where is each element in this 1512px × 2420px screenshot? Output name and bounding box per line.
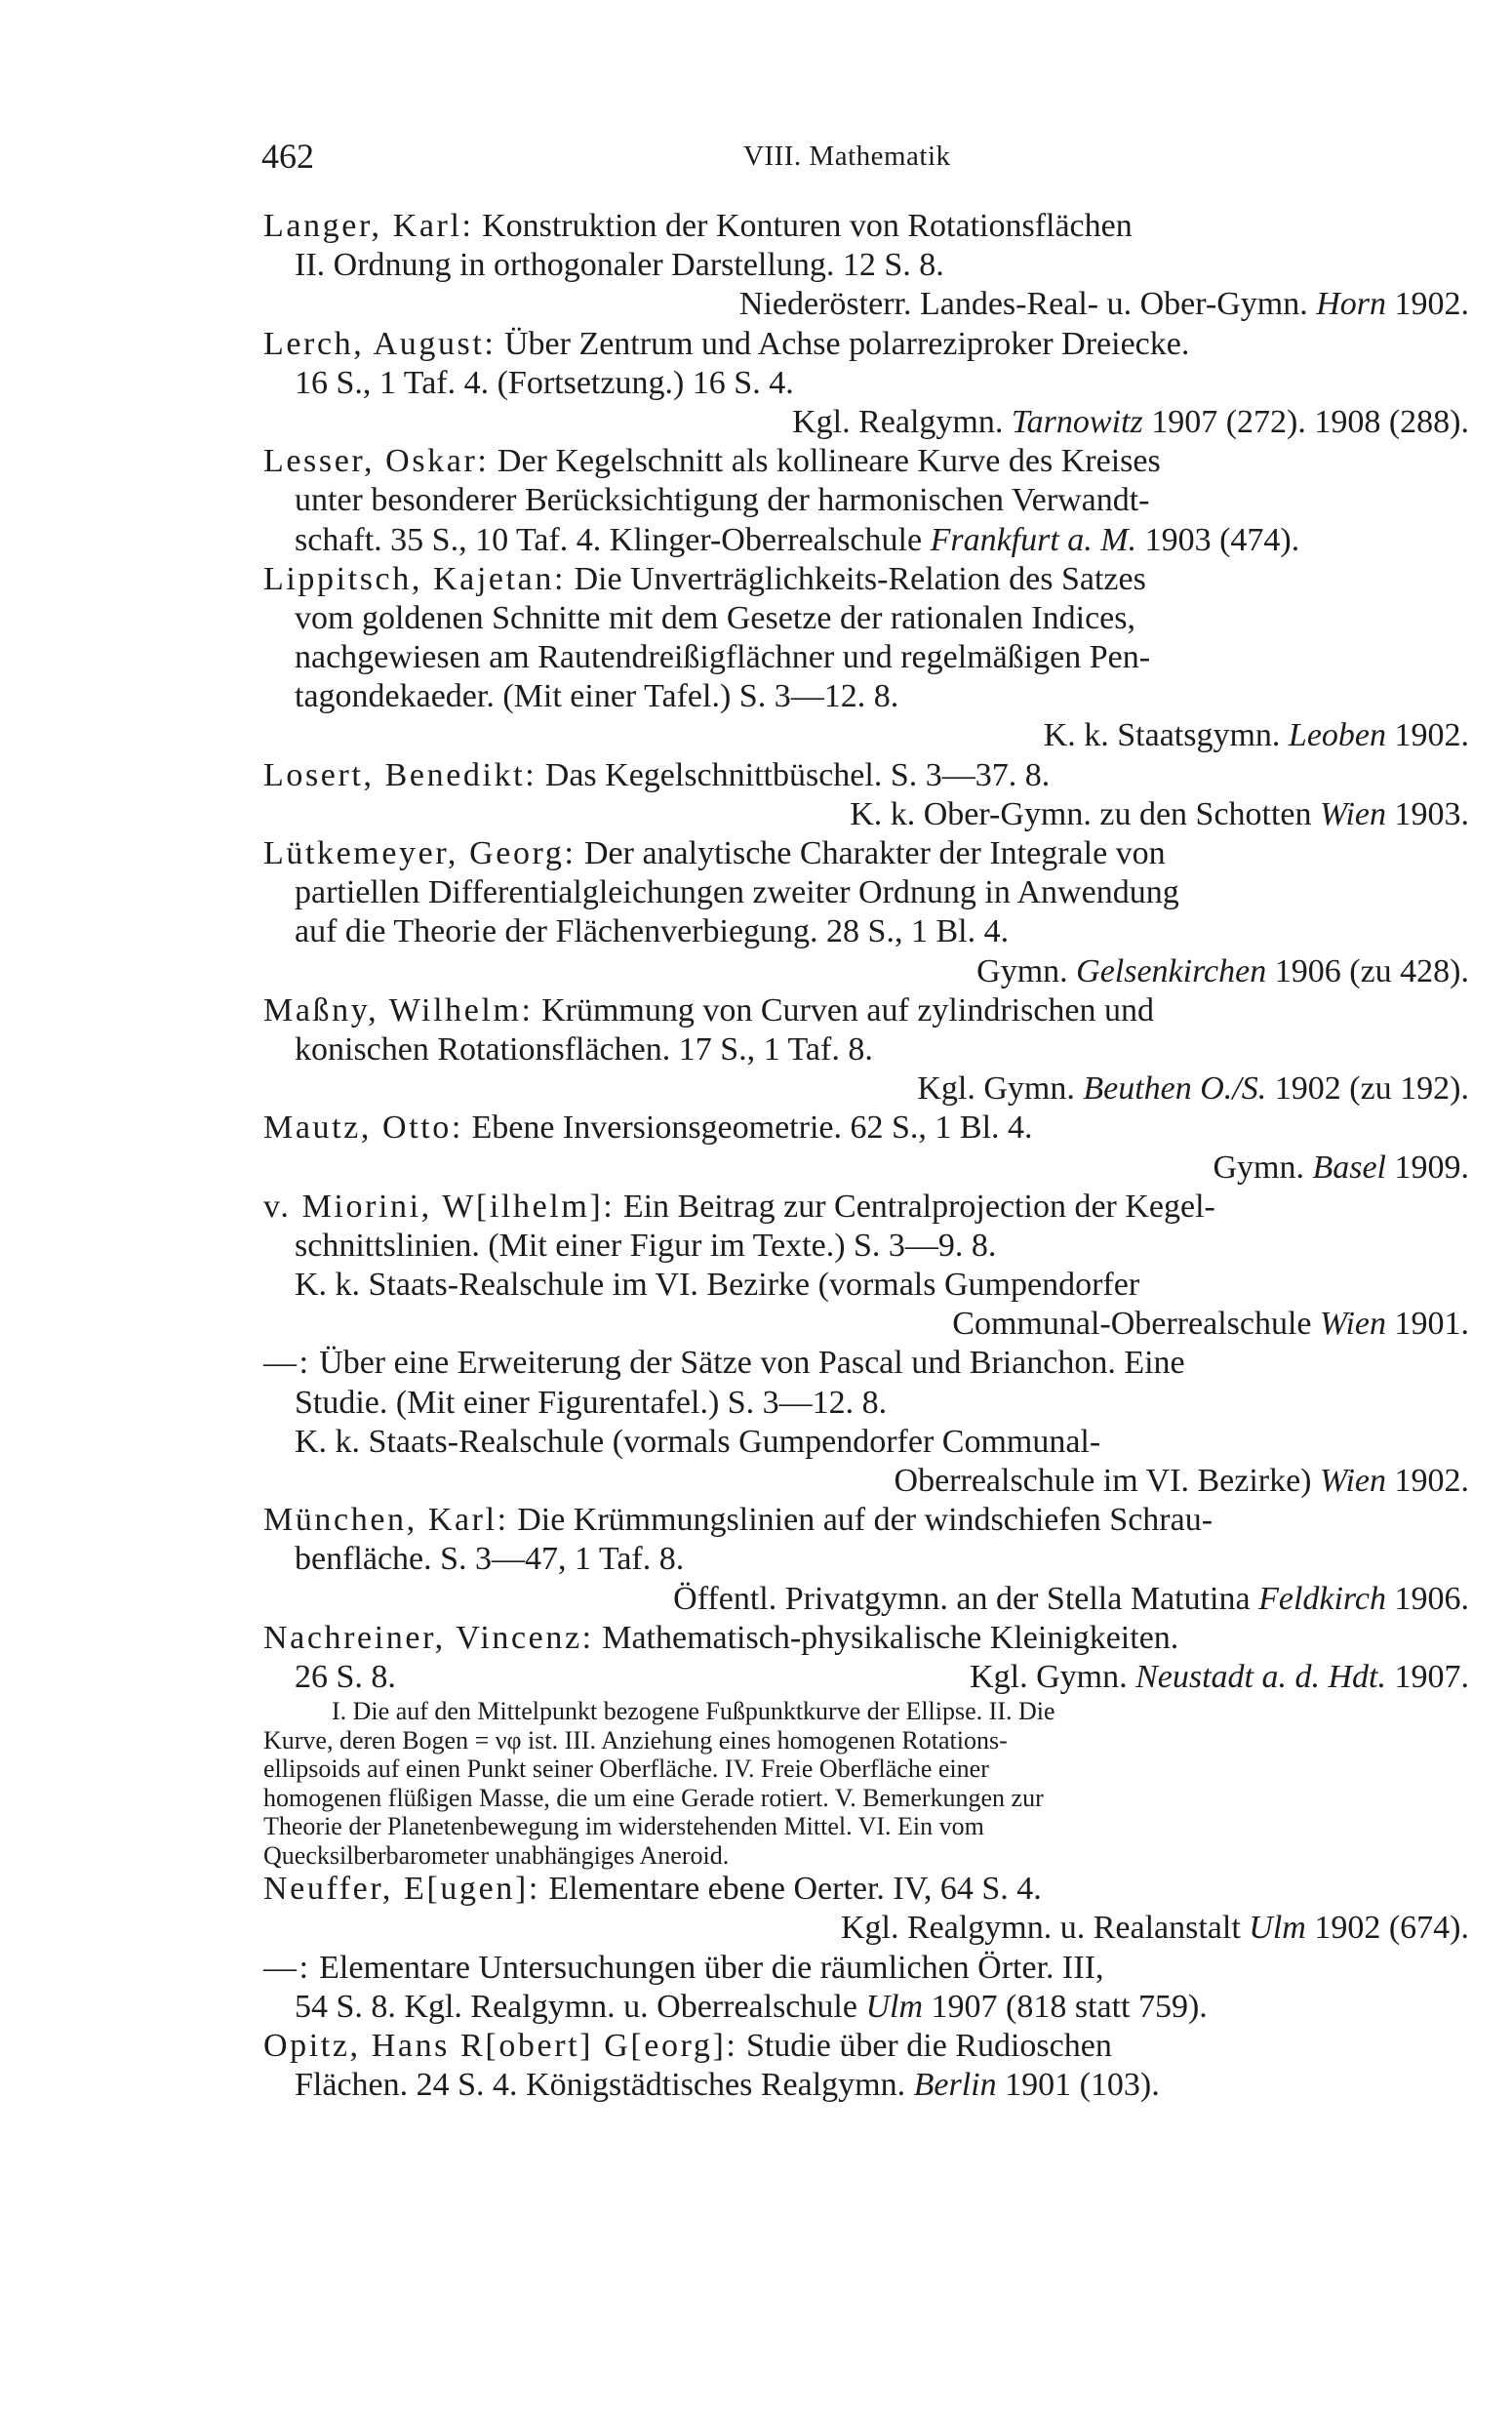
entry-line <box>263 521 1469 560</box>
entry-source: Niederösterr. Landes-Real- u. Ober-Gymn. <box>738 286 1317 323</box>
entry-line <box>263 364 1469 403</box>
entry-title: Der Kegelschnitt als kollineare Kurve des Kreises <box>497 443 1161 480</box>
entry-line <box>263 2027 1469 2066</box>
entry-city: Horn <box>1316 286 1386 323</box>
entry-line <box>263 1812 1469 1841</box>
entry-line <box>263 1030 1469 1069</box>
entry-source: Communal-Oberrealschule <box>952 1306 1321 1343</box>
entry-text: Studie. (Mit einer Figurentafel.) S. 3—12. 8. <box>295 1384 888 1421</box>
entry-line <box>263 1462 1469 1501</box>
entry-source: Kgl. Realgymn. <box>792 403 1012 440</box>
entry-line <box>263 442 1469 481</box>
entry-author: Losert, Benedikt: <box>263 756 537 793</box>
entry-title: Mathematisch-physikalische Kleinigkeiten. <box>602 1619 1179 1656</box>
entry-author: Maßny, Wilhelm: <box>263 991 534 1028</box>
entry-author: Nachreiner, Vincenz: <box>263 1619 594 1656</box>
entry-title: Krümmung von Curven auf zylindrischen und <box>541 991 1154 1028</box>
entry-author: —: <box>263 1345 311 1382</box>
entry-city: Wien <box>1320 795 1386 832</box>
entry-year: 1909. <box>1394 1149 1469 1186</box>
entry-year: 1901 (103). <box>1005 2067 1160 2104</box>
entry-text: auf die Theorie der Flächenverbiegung. 28 S., 1 Bl. 4. <box>295 913 1010 950</box>
entry-line <box>263 403 1469 442</box>
entry-line <box>263 2066 1469 2105</box>
entry-text: partiellen Differentialgleichungen zweiter Ordnung in Anwendung <box>295 874 1179 911</box>
entry-line <box>263 952 1469 991</box>
entry-line <box>263 1754 1469 1784</box>
entry-city: Frankfurt a. M. <box>930 521 1137 558</box>
entry-text: benfläche. S. 3—47, 1 Taf. 8. <box>295 1541 685 1578</box>
entry-line <box>263 1501 1469 1540</box>
entry-line <box>263 677 1469 716</box>
entry-city: Beuthen O./S. <box>1083 1070 1267 1108</box>
entry-format: 26 S. 8. <box>295 1658 396 1695</box>
bibliography-entry <box>263 834 1469 991</box>
entry-line <box>263 1305 1469 1344</box>
bibliography-entry <box>263 2027 1469 2105</box>
entry-city: Feldkirch <box>1258 1580 1386 1617</box>
entry-line <box>263 1069 1469 1109</box>
entry-line <box>263 873 1469 912</box>
bibliography-entry <box>263 1949 1469 2027</box>
entry-author: Lesser, Oskar: <box>263 443 490 480</box>
entry-line <box>263 1988 1469 2027</box>
note-text: homogenen flüßigen Masse, die um eine Gerade rotiert. V. Bemerkungen zur <box>263 1783 1044 1812</box>
entry-city: Gelsenkirchen <box>1076 952 1267 989</box>
entry-line <box>263 1784 1469 1813</box>
entry-title: Das Kegelschnittbüschel. S. 3—37. 8. <box>544 756 1051 793</box>
entry-text: konischen Rotationsflächen. 17 S., 1 Taf. 8. <box>295 1030 873 1068</box>
entry-title: Elementare ebene Oerter. IV, 64 S. 4. <box>548 1871 1042 1908</box>
bibliography-entry <box>263 1109 1469 1187</box>
entry-title: Konstruktion der Konturen von Rotationsflächen <box>482 208 1133 244</box>
entry-source: schaft. 35 S., 10 Taf. 4. Klinger-Oberrealschule <box>295 521 931 558</box>
entry-year: 1902. <box>1394 717 1469 754</box>
entry-line <box>263 599 1469 638</box>
entry-author: Neuffer, E[ugen]: <box>263 1871 540 1908</box>
entry-year: 1902 (zu 192). <box>1274 1070 1469 1108</box>
entry-source-text: Kgl. Gymn. <box>970 1658 1136 1695</box>
entry-source: Öffentl. Privatgymn. an der Stella Matutina <box>673 1580 1259 1617</box>
entry-line <box>263 481 1469 520</box>
entry-city: Wien <box>1320 1306 1386 1343</box>
entry-year: 1901. <box>1394 1306 1469 1343</box>
bibliography-list <box>263 207 1469 2105</box>
entry-text: K. k. Staats-Realschule im VI. Bezirke (vormals Gumpendorfer <box>295 1267 1140 1304</box>
entry-author: Mautz, Otto: <box>263 1109 463 1147</box>
entry-line <box>263 1540 1469 1579</box>
entry-source: Oberrealschule im VI. Bezirke) <box>894 1463 1321 1499</box>
bibliography-entry <box>263 442 1469 560</box>
entry-author: Langer, Karl: <box>263 208 474 244</box>
entry-title: Der analytische Charakter der Integrale von <box>584 835 1166 871</box>
entry-line <box>263 756 1469 795</box>
entry-source: Kgl. Gymn. <box>917 1070 1084 1108</box>
entry-source <box>970 1658 1469 1697</box>
bibliography-entry <box>263 1188 1469 1345</box>
entry-line <box>263 1841 1469 1871</box>
entry-line <box>263 795 1469 834</box>
note-text: Kurve, deren Bogen = νφ ist. III. Anziehung eines homogenen Rotations- <box>263 1725 1008 1754</box>
entry-title: Die Krümmungslinien auf der windschiefen Schrau- <box>517 1502 1214 1539</box>
entry-line <box>263 1149 1469 1188</box>
entry-line <box>263 1697 1469 1726</box>
entry-line <box>263 560 1469 599</box>
entry-text: vom goldenen Schnitte mit dem Gesetze der rationalen Indices, <box>295 599 1136 636</box>
note-text: Quecksilberbarometer unabhängiges Aneroid. <box>263 1840 730 1870</box>
entry-author: —: <box>263 1949 311 1986</box>
entry-line <box>263 1949 1469 1988</box>
entry-text: tagondekaeder. (Mit einer Tafel.) S. 3—12. 8. <box>295 678 899 715</box>
entry-line <box>263 912 1469 951</box>
entry-text: 16 S., 1 Taf. 4. (Fortsetzung.) 16 S. 4. <box>295 364 794 401</box>
entry-source: K. k. Staatsgymn. <box>1043 717 1289 754</box>
entry-city: Leoben <box>1288 717 1386 754</box>
entry-title: Über Zentrum und Achse polarreziproker Dreiecke. <box>503 325 1190 362</box>
entry-line <box>263 1423 1469 1462</box>
entry-year: 1902 (674). <box>1314 1910 1469 1947</box>
entry-text: schnittslinien. (Mit einer Figur im Texte.) S. 3—9. 8. <box>295 1227 997 1264</box>
bibliography-entry <box>263 991 1469 1109</box>
entry-line <box>263 1227 1469 1266</box>
entry-year: 1903. <box>1394 795 1469 832</box>
entry-line <box>263 638 1469 677</box>
entry-title: Über eine Erweiterung der Sätze von Pascal und Brianchon. Eine <box>319 1345 1185 1382</box>
entry-line <box>263 1580 1469 1619</box>
entry-text: unter besonderer Berücksichtigung der harmonischen Verwandt- <box>295 482 1150 519</box>
entry-line <box>263 1109 1469 1148</box>
entry-city: Ulm <box>865 1988 923 2025</box>
entry-source: Flächen. 24 S. 4. Königstädtisches Realgymn. <box>295 2067 914 2104</box>
entry-city: Berlin <box>913 2067 997 2104</box>
entry-year: 1902. <box>1394 286 1469 323</box>
entry-year: 1907 (272). 1908 (288). <box>1151 403 1469 440</box>
entry-text: K. k. Staats-Realschule (vormals Gumpendorfer Communal- <box>295 1423 1101 1460</box>
entry-city: Neustadt a. d. Hdt. <box>1135 1658 1386 1695</box>
page-number: 462 <box>261 137 314 176</box>
entry-title: Ein Beitrag zur Centralprojection der Kegel- <box>622 1188 1215 1225</box>
entry-city: Basel <box>1312 1149 1386 1186</box>
entry-year: 1903 (474). <box>1144 521 1300 558</box>
bibliography-entry <box>263 207 1469 325</box>
bibliography-entry <box>263 1619 1469 1697</box>
entry-author: Lütkemeyer, Georg: <box>263 835 577 871</box>
entry-line <box>263 1726 1469 1755</box>
entry-title: Elementare Untersuchungen über die räumlichen Örter. III, <box>319 1949 1104 1986</box>
entry-line <box>263 1344 1469 1383</box>
entry-year: 1906 (zu 428). <box>1274 952 1469 989</box>
entry-line <box>263 1384 1469 1423</box>
entry-line <box>263 246 1469 285</box>
entry-line <box>263 1619 1469 1658</box>
entry-year: 1907 (818 statt 759). <box>931 1988 1208 2025</box>
entry-text: II. Ordnung in orthogonaler Darstellung. 12 S. 8. <box>295 247 944 284</box>
note-text: Theorie der Planetenbewegung im widerstehenden Mittel. VI. Ein vom <box>263 1812 984 1841</box>
entry-line <box>263 1870 1469 1909</box>
entry-line <box>263 716 1469 755</box>
entry-city: Ulm <box>1249 1910 1306 1947</box>
contents-note <box>263 1697 1469 1870</box>
entry-source: K. k. Ober-Gymn. zu den Schotten <box>850 795 1321 832</box>
running-title: VIII. Mathematik <box>743 141 951 172</box>
entry-author: Lippitsch, Kajetan: <box>263 560 566 597</box>
bibliography-entry <box>263 560 1469 756</box>
note-text: I. Die auf den Mittelpunkt bezogene Fußpunktkurve der Ellipse. II. Die <box>332 1697 1055 1726</box>
bibliography-entry <box>263 1501 1469 1619</box>
entry-line <box>263 325 1469 364</box>
entry-author: v. Miorini, W[ilhelm]: <box>263 1188 616 1225</box>
entry-title: Die Unverträglichkeits-Relation des Satzes <box>574 560 1146 597</box>
entry-source: Kgl. Realgymn. u. Realanstalt <box>840 1910 1250 1947</box>
entry-line <box>263 1909 1469 1948</box>
entry-year: 1907. <box>1394 1658 1469 1695</box>
note-text: ellipsoids auf einen Punkt seiner Oberfläche. IV. Freie Oberfläche einer <box>263 1754 989 1784</box>
entry-author: Lerch, August: <box>263 325 497 362</box>
bibliography-entry <box>263 756 1469 834</box>
entry-line <box>263 1188 1469 1227</box>
entry-title: Ebene Inversionsgeometrie. 62 S., 1 Bl. 4. <box>471 1109 1033 1147</box>
entry-line <box>263 834 1469 873</box>
bibliography-entry <box>263 325 1469 443</box>
entry-line <box>263 207 1469 246</box>
bibliography-entry <box>263 1870 1469 1948</box>
entry-author: München, Karl: <box>263 1502 509 1539</box>
entry-text: nachgewiesen am Rautendreißigflächner und regelmäßigen Pen- <box>295 639 1151 676</box>
entry-title: Studie über die Rudioschen <box>745 2027 1112 2064</box>
entry-source: Gymn. <box>1213 1149 1313 1186</box>
entry-city: Wien <box>1320 1463 1386 1499</box>
entry-year: 1902. <box>1394 1463 1469 1499</box>
entry-author: Opitz, Hans R[obert] G[eorg]: <box>263 2027 738 2064</box>
entry-line <box>263 991 1469 1030</box>
entry-source: 54 S. 8. Kgl. Realgymn. u. Oberrealschule <box>295 1988 866 2025</box>
entry-year: 1906. <box>1394 1580 1469 1617</box>
entry-city: Tarnowitz <box>1011 403 1143 440</box>
entry-source: Gymn. <box>976 952 1077 989</box>
entry-line <box>263 285 1469 324</box>
entry-line <box>263 1266 1469 1305</box>
bibliography-entry <box>263 1344 1469 1501</box>
entry-line <box>263 1658 1469 1697</box>
